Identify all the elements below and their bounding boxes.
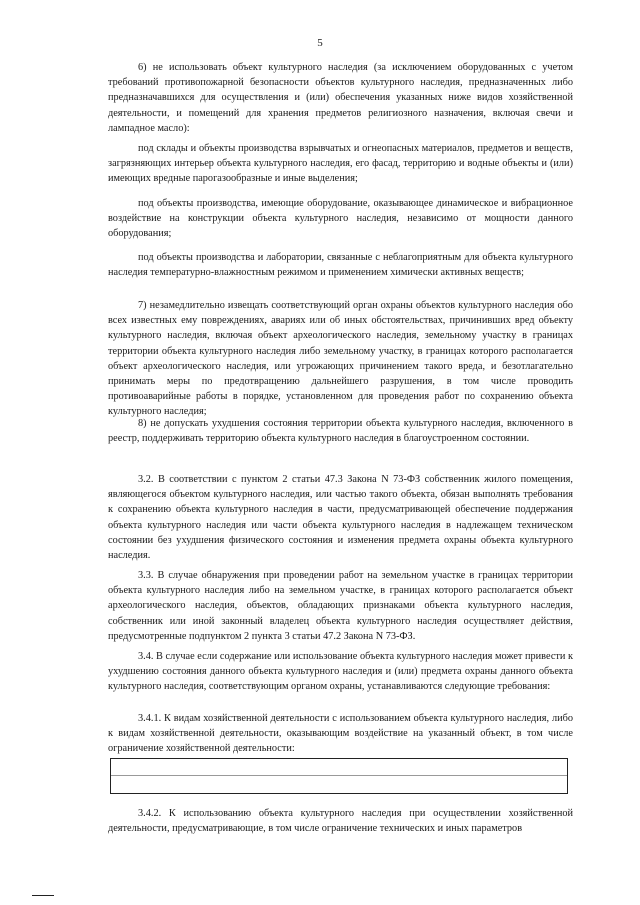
footer-line bbox=[32, 895, 54, 896]
paragraph-laboratories: под объекты производства и лаборатории, связанные с неблагоприятным для объекта культурного наследия температурно-влажностным режимом и применением химически активных веществ; bbox=[108, 252, 573, 279]
paragraph-warehouses: под склады и объекты производства взрывчатых и огнеопасных материалов, предметов и веществ, загрязняющих интерьер объекта культурного наследия, его фасад, территорию и водные объекты и (или) имеющих вредные парогазообразные и иные выделения; bbox=[108, 143, 573, 185]
paragraph-production-equipment: под объекты производства, имеющие оборудование, оказывающее динамическое и вибрационное воздействие на конструкции объекта культурного наследия, независимо от мощности данного оборудования; bbox=[108, 198, 573, 240]
paragraph-3-4: 3.4. В случае если содержание или использование объекта культурного наследия может привести к ухудшению состояния данного объекта культурного наследия и (или) предмета охраны данного объекта культурного наследия, соответствующим органом охраны, устанавливаются следующие требования: bbox=[108, 651, 573, 693]
paragraph-item-8: 8) не допускать ухудшения состояния территории объекта культурного наследия, включенного в реестр, поддерживать территорию объекта культурного наследия в благоустроенном состоянии. bbox=[108, 418, 573, 445]
paragraph-3-4-2: 3.4.2. К использованию объекта культурного наследия при осуществлении хозяйственной деятельности, предусматривающие, в том числе ограничение технических и иных параметров bbox=[108, 808, 573, 835]
blank-box-divider bbox=[111, 775, 567, 776]
paragraph-item-6: 6) не использовать объект культурного наследия (за исключением оборудованных с учетом требований противопожарной безопасности объектов культурного наследия, предназначенных либо предназначавшихся для осуществления и (или) обеспечения указанных ниже видов хозяйственной деятельности, и помещений для хранения предметов религиозного назначения, включая свечи и лампадное масло): bbox=[108, 62, 573, 134]
paragraph-3-2: 3.2. В соответствии с пунктом 2 статьи 47.3 Закона N 73-ФЗ собственник жилого помещения, являющегося объектом культурного наследия, или частью такого объекта, обязан выполнять требования к сохранению объекта культурного наследия в части, предусматривающей обеспечение поддержания объекта культурного наследия или части объекта культурного наследия в надлежащем техническом состоянии без ухудшения физического состояния и изменения предмета охраны объекта культурного наследия. bbox=[108, 474, 573, 562]
paragraph-3-3: 3.3. В случае обнаружения при проведении работ на земельном участке в границах территории объекта культурного наследия либо на земельном участке, в границах которого располагается объект археологического наследия, объектов, обладающих признаками объекта культурного наследия, собственник или иной законный владелец объекта культурного наследия осуществляет действия, предусмотренные подпунктом 2 пункта 3 статьи 47.2 Закона N 73-ФЗ. bbox=[108, 570, 573, 642]
paragraph-3-4-1: 3.4.1. К видам хозяйственной деятельности с использованием объекта культурного наследия, либо к видам хозяйственной деятельности, оказывающим воздействие на указанный объект, в том числе ограничение хозяйственной деятельности: bbox=[108, 713, 573, 755]
paragraph-item-7: 7) незамедлительно извещать соответствующий орган охраны объектов культурного наследия обо всех известных ему повреждениях, авариях или об иных обстоятельствах, причинивших вред объекту культурного наследия, включая объект археологического наследия, земельному участку в границах территории объекта культурного наследия либо земельному участку, в границах которого располагается объект археологического наследия, или угрожающих причинением такого вреда, и безотлагательно принимать меры по предотвращению дальнейшего разрушения, в том числе проводить противоаварийные работы в порядке, установленном для проведения работ по сохранению объекта культурного наследия; bbox=[108, 300, 573, 418]
page-number: 5 bbox=[317, 37, 323, 49]
blank-table-box bbox=[110, 758, 568, 794]
